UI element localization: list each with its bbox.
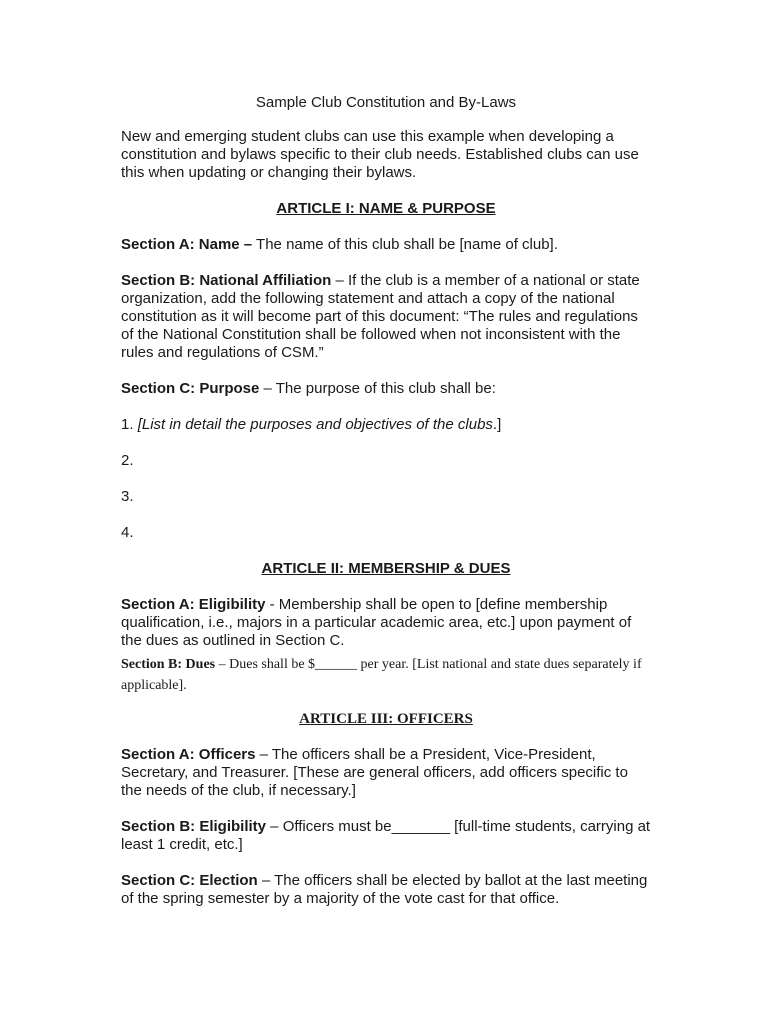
- intro-paragraph: New and emerging student clubs can use this example when developing a constitution and bylaws specific to their club needs. Established clubs can use this when updating or changing their bylaws.: [121, 128, 639, 181]
- section-label: Section C: Purpose: [121, 380, 260, 397]
- purpose-list-item-2: 2.: [121, 452, 134, 469]
- section-text: – The officers shall be a President, Vice-President, Secretary, and Treasurer. [These are general officers, add officers specific to the needs of the club, if necessary.]: [121, 746, 628, 799]
- list-item-text: [List in detail the purposes and objectives of the clubs: [137, 416, 493, 433]
- section-text: – Dues shall be $______ per year. [List national and state dues separately if applicable].: [121, 657, 642, 693]
- section-label: Section B: Eligibility: [121, 818, 267, 835]
- purpose-list-item-4: 4.: [121, 524, 134, 541]
- section-label: Section A: Officers: [121, 746, 256, 763]
- section-text: – The officers shall be elected by ballot at the last meeting of the spring semester by a majority of the vote cast for that office.: [121, 872, 648, 907]
- list-number: 1.: [121, 416, 138, 433]
- article-1-section-b: [121, 272, 651, 362]
- section-label: Section B: Dues: [121, 657, 216, 672]
- purpose-list-item-3: 3.: [121, 488, 134, 505]
- purpose-list-item-1: [121, 416, 651, 434]
- section-label: Section C: Election: [121, 872, 258, 889]
- section-label: Section B: National Affiliation: [121, 272, 332, 289]
- article-2-heading: ARTICLE II: MEMBERSHIP & DUES: [261, 560, 511, 577]
- list-item-tail: .]: [492, 416, 502, 433]
- document-title: Sample Club Constitution and By-Laws: [255, 94, 517, 111]
- section-text: – The purpose of this club shall be:: [259, 380, 496, 397]
- article-3-section-a: [121, 746, 651, 800]
- article-2-section-a: [121, 596, 651, 650]
- section-text: The name of this club shall be [name of club].: [252, 236, 558, 253]
- article-1-section-a: [121, 236, 651, 254]
- article-3-section-c: [121, 872, 651, 908]
- article-3-section-b: [121, 818, 651, 854]
- section-text: – If the club is a member of a national or state organization, add the following statement and attach a copy of the national constitution as it will become part of this document: “The rules and regulations of the National Constitution shall be followed when not inconsistent with the rules and regulations of CSM.”: [121, 272, 640, 361]
- document-body: [121, 94, 651, 908]
- section-text: – Officers must be_______ [full-time students, carrying at least 1 credit, etc.]: [121, 818, 651, 853]
- article-1-section-c: [121, 380, 651, 398]
- article-3-heading: ARTICLE III: OFFICERS: [299, 711, 473, 727]
- section-text: - Membership shall be open to [define membership qualification, i.e., majors in a particular academic area, etc.] upon payment of the dues as outlined in Section C.: [121, 596, 632, 649]
- section-label: Section A: Name –: [121, 236, 253, 253]
- section-label: Section A: Eligibility: [121, 596, 266, 613]
- article-1-heading: ARTICLE I: NAME & PURPOSE: [276, 200, 496, 217]
- article-2-section-b: [121, 654, 651, 696]
